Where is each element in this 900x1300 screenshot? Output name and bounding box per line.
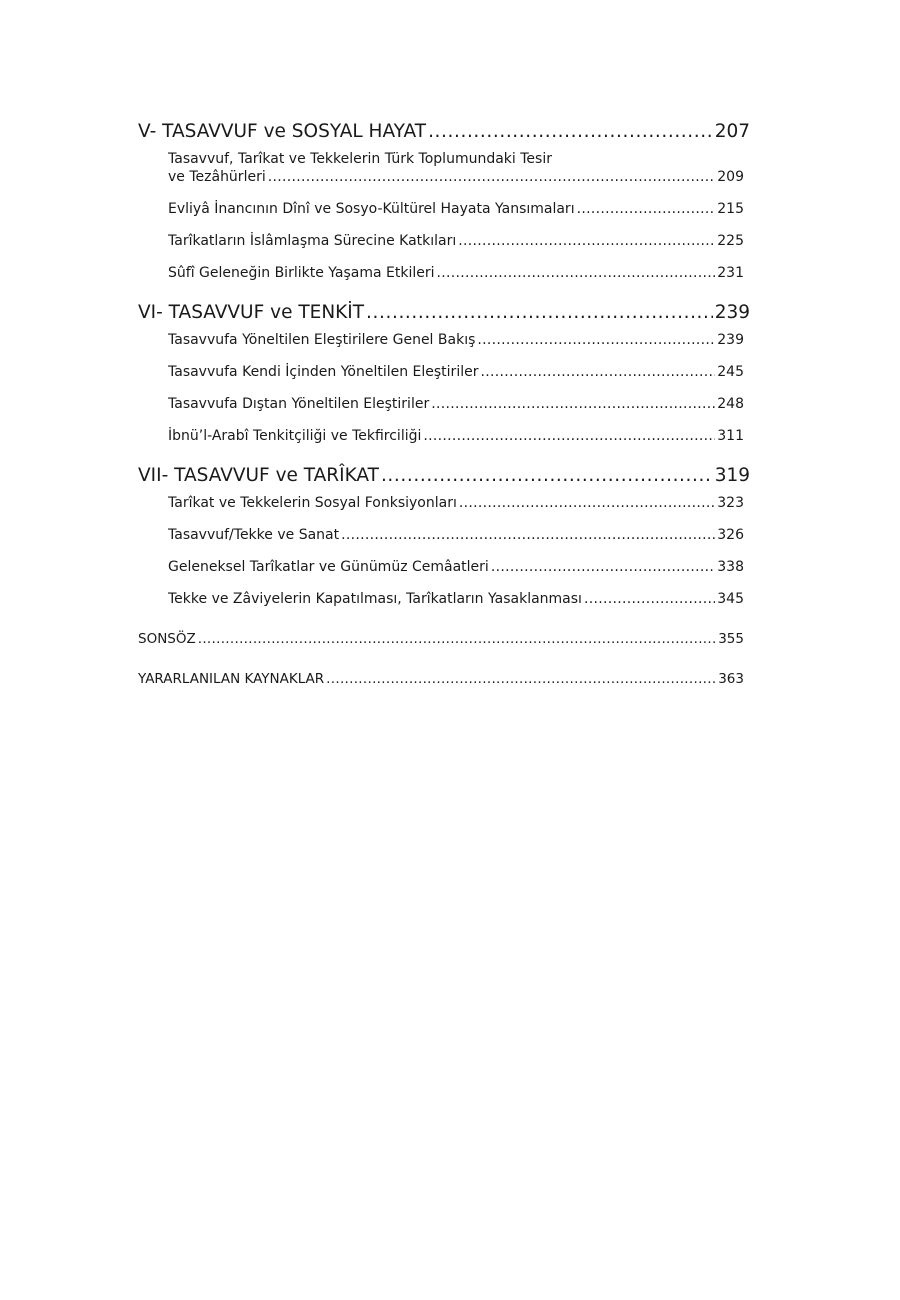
toc-entry[interactable] [138, 331, 750, 349]
toc-entry-title: Sûfî Geleneğin Birlikte Yaşama Etkileri [168, 265, 435, 281]
chapter-title: V- TASAVVUF ve SOSYAL HAYAT [138, 121, 427, 142]
appendix-page-number: 363 [718, 671, 744, 687]
chapter-title: VI- TASAVVUF ve TENKİT [138, 302, 365, 323]
toc-entry-title: Tekke ve Zâviyelerin Kapatılması, Tarîkatların Yasaklanması [168, 591, 582, 607]
toc-entry-title: Evliyâ İnancının Dînî ve Sosyo-Kültürel Hayata Yansımaları [168, 201, 575, 217]
toc-entry[interactable] [138, 150, 750, 186]
dot-leader [584, 590, 715, 608]
dot-leader [428, 119, 713, 145]
chapter-heading[interactable] [138, 463, 750, 489]
toc-entry-title: Tarîkat ve Tekkelerin Sosyal Fonksiyonları [168, 495, 457, 511]
dot-leader [458, 232, 715, 250]
toc-entry[interactable] [138, 395, 750, 413]
toc-entry[interactable] [138, 200, 750, 218]
toc-section-v [138, 119, 750, 282]
chapter-page-number: 207 [714, 121, 750, 142]
appendix-title: SONSÖZ [138, 631, 196, 647]
appendix-page-number: 355 [718, 631, 744, 647]
chapter-page-number: 319 [714, 465, 750, 486]
dot-leader [366, 300, 713, 326]
toc-entry-page-number: 231 [717, 265, 744, 281]
toc-entry[interactable] [138, 363, 750, 381]
toc-entry[interactable] [138, 264, 750, 282]
appendix-entry[interactable] [138, 630, 750, 648]
dot-leader [577, 200, 716, 218]
toc-entry-page-number: 311 [717, 428, 744, 444]
toc-entry-title: Tasavvufa Kendi İçinden Yöneltilen Eleştiriler [168, 364, 479, 380]
toc-entry-title: Geleneksel Tarîkatlar ve Günümüz Cemâatleri [168, 559, 489, 575]
toc-appendix [138, 630, 750, 688]
toc-entry[interactable] [138, 590, 750, 608]
toc-entry-page-number: 215 [717, 201, 744, 217]
toc-entry[interactable] [138, 494, 750, 512]
dot-leader [491, 558, 715, 576]
toc-entry-title: Tasavvufa Dıştan Yöneltilen Eleştiriler [168, 396, 430, 412]
toc-section-vii [138, 463, 750, 608]
toc-entry[interactable] [138, 526, 750, 544]
toc-entry-page-number: 209 [717, 169, 744, 185]
toc-entry-page-number: 245 [717, 364, 744, 380]
dot-leader [423, 427, 715, 445]
toc-entry-title: İbnü’l-Arabî Tenkitçiliği ve Tekfirciliği [168, 428, 422, 444]
dot-leader [381, 463, 713, 489]
toc-entry-title: Tasavvuf/Tekke ve Sanat [168, 527, 340, 543]
toc-entry-title: Tasavvufa Yöneltilen Eleştirilere Genel Bakış [168, 332, 476, 348]
appendix-title: YARARLANILAN KAYNAKLAR [138, 671, 325, 687]
toc-entry-title: ve Tezâhürleri [168, 169, 266, 185]
toc-entry-page-number: 225 [717, 233, 744, 249]
dot-leader [268, 168, 716, 186]
toc-entry[interactable] [138, 558, 750, 576]
toc-entry-page-number: 323 [717, 495, 744, 511]
dot-leader [198, 630, 716, 648]
dot-leader [341, 526, 715, 544]
toc-section-vi [138, 300, 750, 445]
toc-entry-page-number: 326 [717, 527, 744, 543]
toc-entry-page-number: 239 [717, 332, 744, 348]
chapter-heading[interactable] [138, 119, 750, 145]
dot-leader [437, 264, 716, 282]
toc-entry[interactable] [138, 427, 750, 445]
dot-leader [459, 494, 715, 512]
dot-leader [480, 363, 715, 381]
toc-entry[interactable] [138, 232, 750, 250]
dot-leader [477, 331, 715, 349]
toc-entry-title-line1: Tasavvuf, Tarîkat ve Tekkelerin Türk Toplumundaki Tesir [168, 151, 552, 167]
toc-entry-page-number: 345 [717, 591, 744, 607]
dot-leader [326, 670, 716, 688]
toc-entry-page-number: 248 [717, 396, 744, 412]
toc-entry-title: Tarîkatların İslâmlaşma Sürecine Katkıları [168, 233, 457, 249]
dot-leader [431, 395, 715, 413]
appendix-entry[interactable] [138, 670, 750, 688]
chapter-page-number: 239 [714, 302, 750, 323]
toc-entry-page-number: 338 [717, 559, 744, 575]
chapter-heading[interactable] [138, 300, 750, 326]
table-of-contents [138, 119, 750, 710]
chapter-title: VII- TASAVVUF ve TARÎKAT [138, 465, 379, 486]
